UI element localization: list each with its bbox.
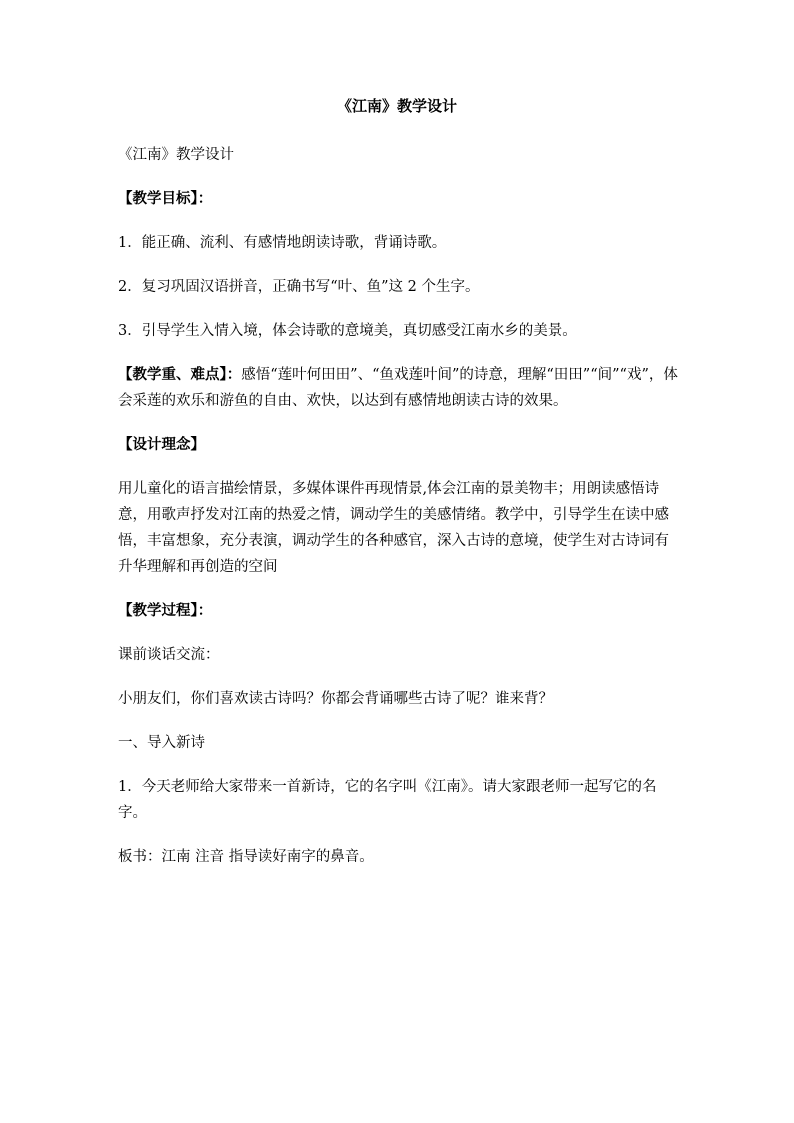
- section-label: 【教学过程】：: [118, 602, 213, 619]
- paragraph-text: 小朋友们，你们喜欢读古诗吗？你都会背诵哪些古诗了呢？谁来背？: [118, 691, 553, 707]
- paragraph-text: 用儿童化的语言描绘情景，多媒体课件再现情景,体会江南的景美物丰；用朗读感悟诗意，用歌声抒发对江南的热爱之情，调动学生的美感情绪。教学中，引导学生在读中感悟，丰富想象，充分表演，调动学生的各种感官，深入古诗的意境，使学生对古诗词有升华理解和再创造的空间: [118, 481, 669, 575]
- paragraph-text: 课前谈话交流：: [118, 647, 220, 663]
- introduce-step-1: [118, 774, 678, 826]
- goal-item-2: [118, 274, 678, 300]
- section-label: 【设计理念】: [118, 436, 205, 453]
- key-difficult-points: [118, 362, 678, 414]
- paragraph-text: 3．引导学生入情入境，体会诗歌的意境美，真切感受江南水乡的美景。: [118, 323, 577, 339]
- section-introduce-poem: [118, 730, 678, 756]
- paragraph-text: 感悟“莲叶何田田”、“鱼戏莲叶间”的诗意，理解“田田”“间”“戏”，体会采莲的欢乐和游鱼的自由、欢快，以达到有感情地朗读古诗的效果。: [118, 367, 678, 409]
- paragraph-text: 一、导入新诗: [118, 735, 205, 751]
- paragraph-text: 2．复习巩固汉语拼音，正确书写“叶、鱼”这 2 个生字。: [118, 279, 480, 295]
- paragraph-text: 《江南》教学设计: [118, 147, 234, 163]
- paragraph-text: 1．今天老师给大家带来一首新诗，它的名字叫《江南》。请大家跟老师一起写它的名字。: [118, 779, 657, 821]
- heading-teaching-process: [118, 598, 678, 624]
- pre-class-talk: [118, 642, 678, 668]
- goal-item-1: [118, 230, 678, 256]
- document-body: [118, 142, 678, 888]
- paragraph-text: 板书：江南 注音 指导读好南字的鼻音。: [118, 849, 374, 865]
- heading-design-concept: [118, 432, 678, 458]
- paragraph-subtitle: [118, 142, 678, 168]
- goal-item-3: [118, 318, 678, 344]
- paragraph-text: 1．能正确、流利、有感情地朗读诗歌，背诵诗歌。: [118, 235, 447, 251]
- document-title: 《江南》教学设计: [336, 97, 457, 115]
- section-label: 【教学重、难点】：: [118, 366, 242, 383]
- section-label: 【教学目标】：: [118, 190, 213, 207]
- heading-teaching-goals: [118, 186, 678, 212]
- design-concept-text: [118, 476, 678, 580]
- pre-class-question: [118, 686, 678, 712]
- blackboard-note: [118, 844, 678, 870]
